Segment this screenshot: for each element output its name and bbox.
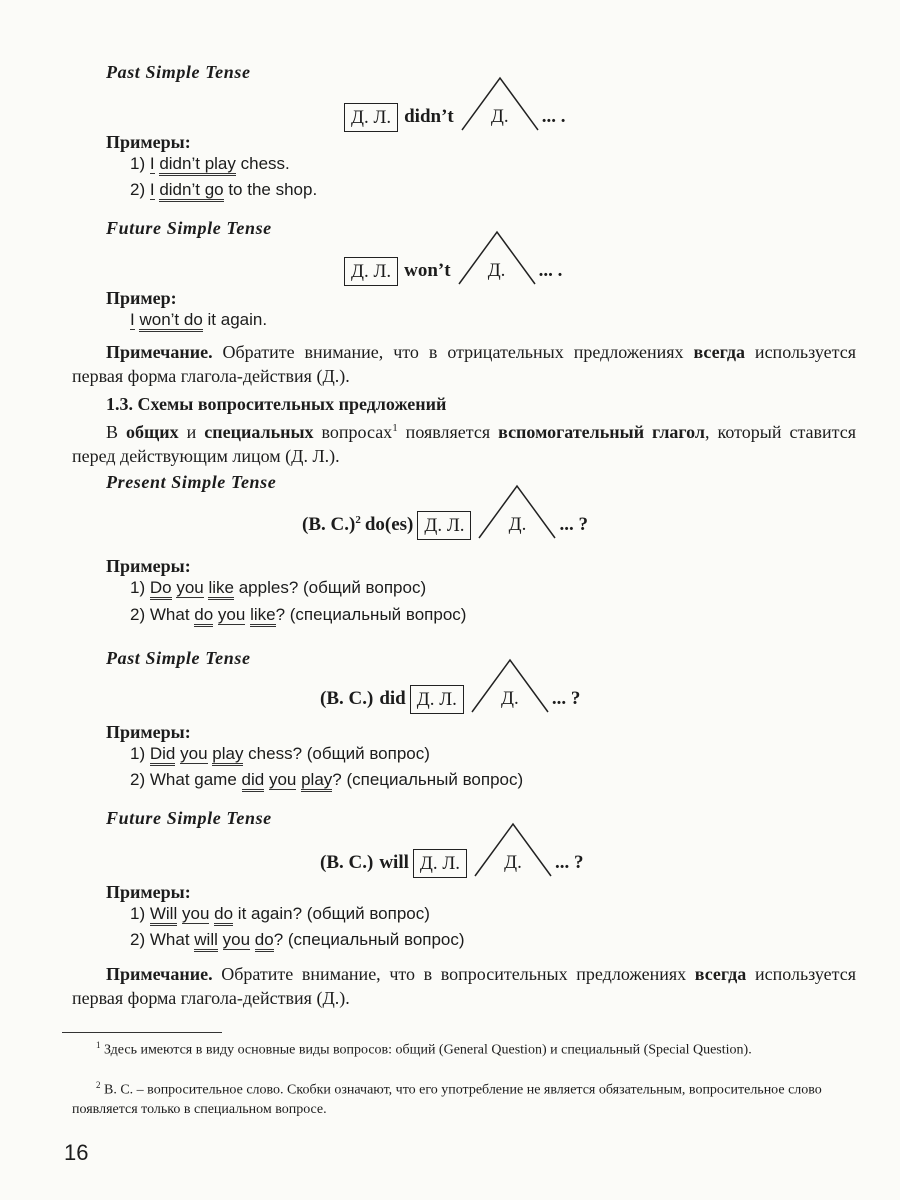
formula-aux: won’t [404,260,451,281]
formula-tail: ... . [538,260,563,281]
section-title: 1.3. Схемы вопросительных предложений [106,394,447,414]
formula-box: Д. Л. [417,511,471,540]
formula-triangle: Д. [457,230,537,286]
heading-future-simple-negative: Future Simple Tense [106,218,272,238]
footnote-2: $^2$ В. С. – вопросительное слово. Скобки означают, что его употребление не является обязательным, вопросительное слово появляется только в специальном вопросе. [72,1080,822,1117]
example-line: 2) What game did you play? (специальный вопрос) [130,770,523,790]
formula-box: Д. Л. [344,257,398,286]
example-line: 2) What will you do? (специальный вопрос) [130,930,465,950]
examples-label: Примеры: [106,556,191,576]
page-number: 16 [64,1140,89,1165]
formula-aux: did [379,688,406,709]
formula-past-negative [340,76,566,132]
section-intro: В общих и специальных вопросах$^1$ появляется вспомогательный глагол, который ставится перед действующим лицом (Д. Л.). [72,422,857,466]
example-line: 1) Do you like apples? (общий вопрос) [130,578,426,598]
heading-past-simple-negative: Past Simple Tense [106,62,251,82]
example-line: 1) I didn’t play chess. [130,154,290,174]
note-negative: Примечание. Обратите внимание, что в отрицательных предложениях всегда используется первая форма глагола-действия (Д.). [72,342,856,386]
formula-triangle: Д. [470,658,550,714]
examples-label: Примеры: [106,722,191,742]
formula-future-question: (В. С.) will Д. Л. Д. ... ? [320,822,583,878]
formula-box: Д. Л. [410,685,464,714]
formula-box: Д. Л. [413,849,467,878]
formula-triangle: Д. [460,76,540,132]
footnote-divider [62,1032,222,1033]
formula-tail: ... ? [551,688,581,709]
heading-present-simple-question: Present Simple Tense [106,472,277,492]
formula-tail: ... ? [554,852,584,873]
examples-label: Примеры: [106,132,191,152]
formula-tail: ... . [541,106,566,127]
examples-label: Примеры: [106,882,191,902]
heading-future-simple-question: Future Simple Tense [106,808,272,828]
example-line: 1) Will you do it again? (общий вопрос) [130,904,430,924]
formula-tail: ... ? [559,514,588,535]
heading-past-simple-question: Past Simple Tense [106,648,251,668]
formula-aux: do(es) [364,514,414,535]
formula-box: Д. Л. [344,103,398,132]
formula-aux: didn’t [404,106,454,127]
formula-past-question: (В. С.) did Д. Л. Д. ... ? [320,658,580,714]
example-label: Пример: [106,288,177,308]
example-line: 2) What do you like? (специальный вопрос) [130,605,466,625]
example-line: I won’t do it again. [130,310,267,330]
example-line: 1) Did you play chess? (общий вопрос) [130,744,430,764]
formula-present-question: (В. С.) $^2$ do(es) Д. Л. Д. ... ? [302,484,588,540]
note-question: Примечание. Обратите внимание, что в вопросительных предложениях всегда используется первая форма глагола-действия (Д.). [72,964,856,1008]
formula-aux: will [379,852,409,873]
formula-triangle: Д. [473,822,553,878]
formula-triangle: Д. [477,484,557,540]
example-line: 2) I didn’t go to the shop. [130,180,317,200]
formula-future-negative [340,230,562,286]
footnote-1: $^1$ Здесь имеются в виду основные виды вопросов: общий (General Question) и специальный (Special Question). [96,1040,752,1058]
